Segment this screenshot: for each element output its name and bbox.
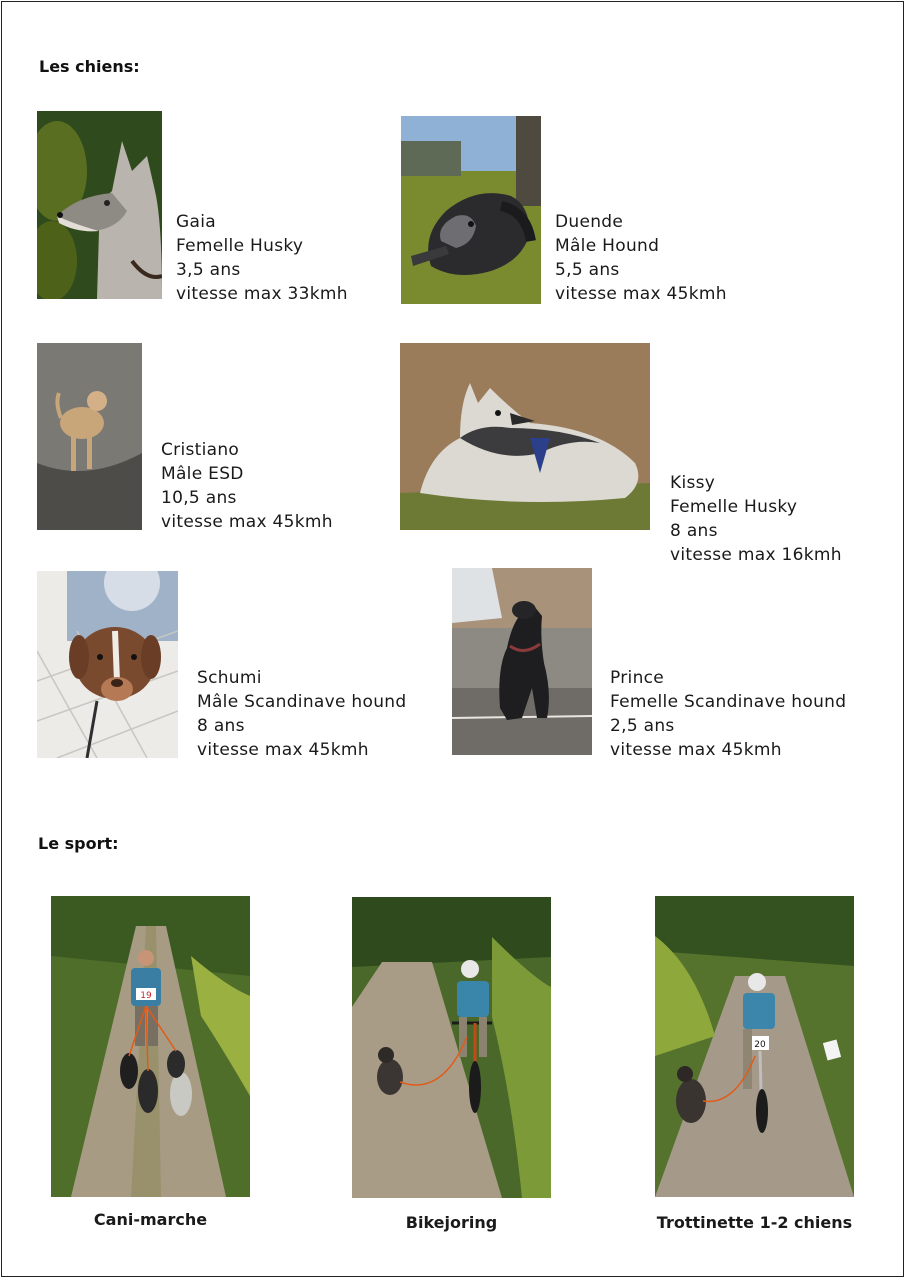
photo-trottinette [655, 896, 854, 1197]
dog-name: Schumi [197, 668, 262, 688]
dog-age: 10,5 ans [161, 488, 237, 508]
dog-info-schumi [197, 666, 406, 762]
dog-name: Duende [555, 212, 624, 232]
sport-caption-bikejoring: Bikejoring [405, 1213, 498, 1232]
dog-name: Cristiano [161, 440, 240, 460]
dog-speed: vitesse max 16kmh [670, 545, 842, 565]
dog-name: Gaia [176, 212, 216, 232]
dog-speed: vitesse max 45kmh [197, 740, 369, 760]
photo-schumi [37, 571, 178, 758]
dog-info-kissy [670, 471, 842, 567]
bib-number: 19 [140, 991, 152, 1001]
dog-breed: Mâle ESD [161, 464, 244, 484]
dog-age: 8 ans [197, 716, 245, 736]
dog-breed: Mâle Scandinave hound [197, 692, 407, 712]
photo-cristiano [37, 343, 142, 530]
photo-bikejoring [352, 897, 551, 1198]
sport-caption-trottinette: Trottinette 1-2 chiens [656, 1213, 853, 1232]
dog-breed: Mâle Hound [555, 236, 660, 256]
photo-kissy [400, 343, 650, 530]
dog-speed: vitesse max 45kmh [610, 740, 782, 760]
dog-breed: Femelle Scandinave hound [610, 692, 847, 712]
dog-speed: vitesse max 45kmh [161, 512, 333, 532]
photo-duende [401, 116, 541, 304]
dog-age: 3,5 ans [176, 260, 241, 280]
dog-age: 8 ans [670, 521, 718, 541]
photo-prince [452, 568, 592, 755]
dog-breed: Femelle Husky [670, 497, 798, 517]
photo-cani-marche [51, 896, 250, 1197]
bib-number: 20 [754, 1040, 766, 1050]
dog-name: Kissy [670, 473, 716, 493]
dog-speed: vitesse max 45kmh [555, 284, 727, 304]
photo-gaia [37, 111, 162, 299]
dog-info-gaia [176, 210, 348, 306]
dog-age: 2,5 ans [610, 716, 675, 736]
dog-info-prince [610, 666, 846, 762]
sport-caption-cani-marche: Cani-marche [93, 1210, 208, 1229]
dog-info-duende [555, 210, 727, 306]
dog-info-cristiano [161, 438, 333, 534]
sport-heading: Le sport: [38, 834, 119, 853]
dog-name: Prince [610, 668, 665, 688]
dog-age: 5,5 ans [555, 260, 620, 280]
dog-breed: Femelle Husky [176, 236, 304, 256]
dog-speed: vitesse max 33kmh [176, 284, 348, 304]
dogs-heading: Les chiens: [39, 57, 140, 76]
